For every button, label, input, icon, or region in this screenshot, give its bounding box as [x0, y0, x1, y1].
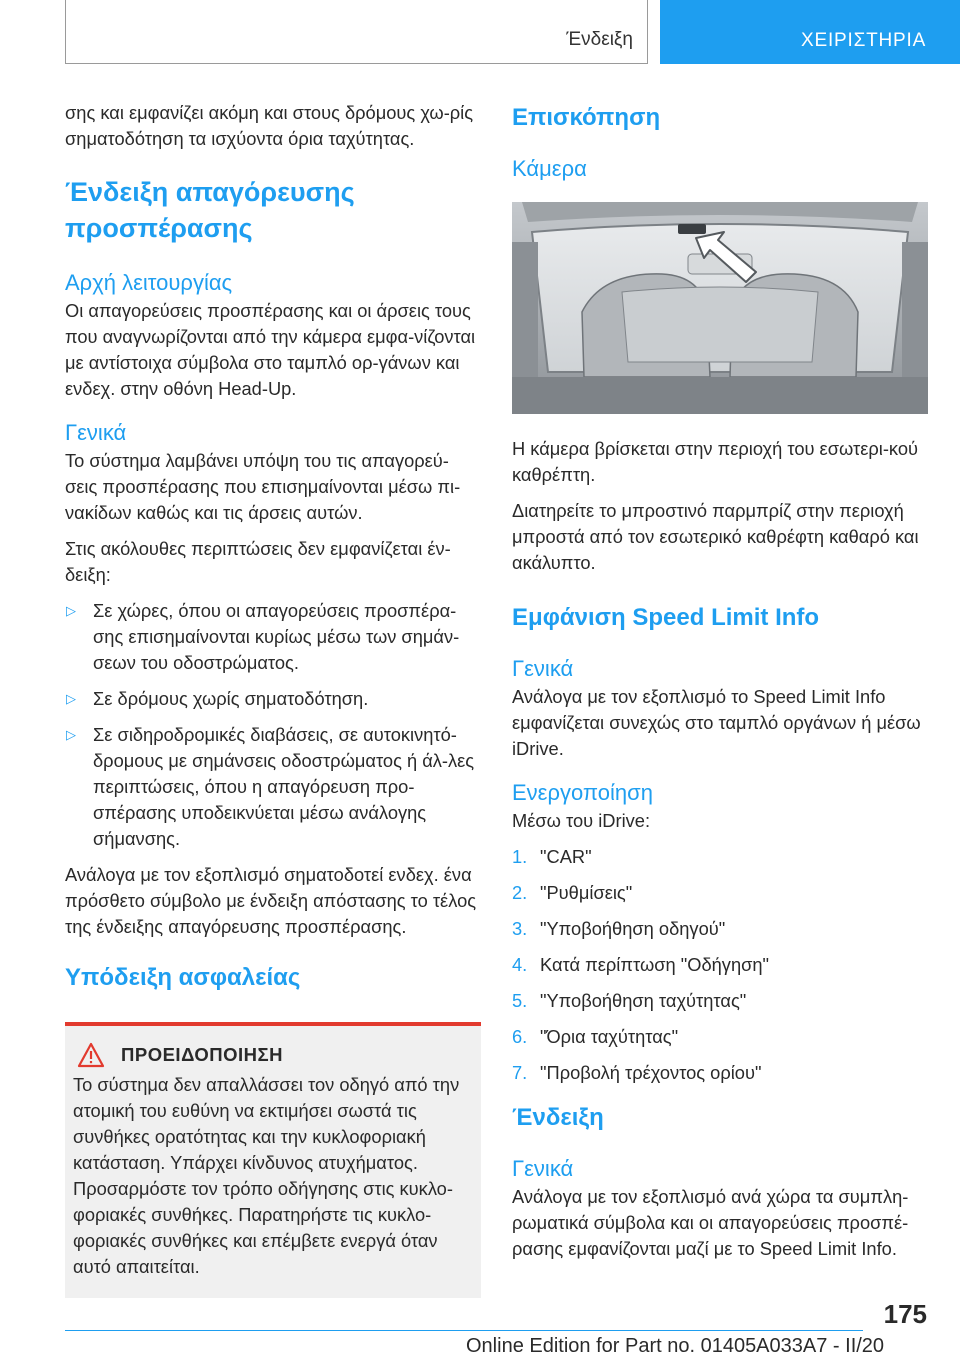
paragraph-general-right: Ανάλογα με τον εξοπλισμό το Speed Limit Info εμφανίζεται συνεχώς στο ταμπλό οργάνων ή μέσω iDrive. — [512, 686, 921, 759]
header-section-label: Ένδειξη — [566, 29, 633, 50]
activation-steps — [512, 844, 928, 1086]
header-chapter-tab — [660, 0, 960, 64]
paragraph-general-3: Ανάλογα με τον εξοπλισμό σηματοδοτεί ενδεχ. ένα πρόσθετο σύμβολο με ένδειξη απόστασης το τέλος της ένδειξης απαγόρευσης προσπέρασης. — [65, 864, 477, 937]
step-number: 5. — [512, 990, 528, 1011]
step-text: "Όρια ταχύτητας" — [540, 1026, 679, 1047]
list-item — [512, 988, 928, 1014]
header-chapter-label: ΧΕΙΡΙΣΤΗΡΙΑ — [801, 30, 927, 51]
step-number: 1. — [512, 846, 528, 867]
list-item — [65, 722, 481, 852]
list-item — [512, 880, 928, 906]
list-item — [65, 686, 481, 712]
warning-triangle-icon — [77, 1042, 105, 1068]
step-text: "Προβολή τρέχοντος ορίου" — [540, 1062, 762, 1083]
step-text: "Υποβοήθηση οδηγού" — [540, 918, 726, 939]
heading-safety: Υπόδειξη ασφαλείας — [65, 964, 301, 991]
triangle-bullet-icon: ▷ — [66, 727, 76, 742]
list-item — [512, 844, 928, 870]
heading-activation: Ενεργοποίηση — [512, 780, 653, 805]
step-number: 3. — [512, 918, 528, 939]
paragraph-general-2: Στις ακόλουθες περιπτώσεις δεν εμφανίζεται έν-δειξη: — [65, 538, 451, 585]
list-item-text: Σε χώρες, όπου οι απαγορεύσεις προσπέρα-σης επισημαίνονται κυρίως μέσω των σημάν-σεων του οδοστρώματος. — [93, 600, 460, 673]
paragraph-principle: Οι απαγορεύσεις προσπέρασης και οι άρσεις τους που αναγνωρίζονται από την κάμερα εμφα-νίζονται με αντίστοιχα σύμβολα στο ταμπλό ορ-γάνων και ενδεχ. στην οθόνη Head-Up. — [65, 300, 476, 399]
warning-text: Το σύστημα δεν απαλλάσσει τον οδηγό από την ατομική του ευθύνη να εκτιμήσει σωστά τις συνθήκες ορατότητας και την κυκλοφοριακή κατάσταση. Υπάρχει κίνδυνος ατυχήματος. Προσαρμόστε τον τρόπο οδήγησης στις κυκλο-φοριακές συνθήκες. Παρατηρήστε τις κυκλο-φοριακές συνθήκες και επέμβετε ενεργά όταν αυτό απαιτείται. — [73, 1074, 460, 1277]
list-item-text: Σε σιδηροδρομικές διαβάσεις, σε αυτοκινητό-δρομους με σημάνσεις οδοστρώματος ή άλ-λες περιπτώσεις, όπου η απαγόρευση προ-σπέρασης υποδεικνύεται μέσω ανάλογης σήμανσης. — [93, 724, 475, 849]
heading-general-right: Γενικά — [512, 656, 574, 681]
triangle-bullet-icon: ▷ — [66, 603, 76, 618]
list-item — [512, 916, 928, 942]
heading-general: Γενικά — [65, 420, 127, 445]
heading-speed-limit-info: Εμφάνιση Speed Limit Info — [512, 604, 820, 631]
right-column — [512, 100, 928, 1272]
step-text: "Ρυθμίσεις" — [540, 882, 633, 903]
step-number: 4. — [512, 954, 528, 975]
paragraph-camera-2: Διατηρείτε το μπροστινό παρμπρίζ στην περιοχή μπροστά από τον εσωτερικό καθρέφτη καθαρό και ακάλυπτο. — [512, 500, 919, 573]
paragraph-general-1: Το σύστημα λαμβάνει υπόψη του τις απαγορεύ-σεις προσπέρασης που επισημαίνονται μέσω πι-νακίδων καθώς και τις άρσεις αυτών. — [65, 450, 461, 523]
page-number: 175 — [883, 1299, 927, 1329]
step-number: 2. — [512, 882, 528, 903]
paragraph-display: Ανάλογα με τον εξοπλισμό ανά χώρα τα συμπλη-ρωματικά σύμβολα και οι απαγορεύσεις προσπέ-ρασης εμφανίζονται μαζί με το Speed Limit Info. — [512, 1186, 909, 1259]
camera-location-image — [512, 202, 928, 414]
warning-title: ΠΡΟΕΙΔΟΠΟΙΗΣΗ — [121, 1044, 283, 1065]
list-item — [512, 1024, 928, 1050]
list-item — [512, 1060, 928, 1086]
step-number: 6. — [512, 1026, 528, 1047]
list-item — [65, 598, 481, 676]
intro-paragraph: σης και εμφανίζει ακόμη και στους δρόμους χω-ρίς σηματοδότηση τα ισχύοντα όρια ταχύτητας. — [65, 102, 474, 149]
bullet-list — [65, 598, 481, 852]
warning-box — [65, 1022, 481, 1298]
heading-general-right-2: Γενικά — [512, 1156, 574, 1181]
heading-display: Ένδειξη — [512, 1104, 604, 1131]
header-section-tab — [65, 0, 648, 64]
heading-overview: Επισκόπηση — [512, 104, 661, 131]
heading-camera: Κάμερα — [512, 156, 587, 181]
step-text: "Υποβοήθηση ταχύτητας" — [540, 990, 747, 1011]
paragraph-via-idrive: Μέσω του iDrive: — [512, 810, 651, 831]
footer-divider — [65, 1330, 863, 1331]
paragraph-camera-1: Η κάμερα βρίσκεται στην περιοχή του εσωτερι-κού καθρέπτη. — [512, 438, 919, 485]
footer-edition: Online Edition for Part no. 01405A033A7 - II/20 — [466, 1335, 885, 1357]
triangle-bullet-icon: ▷ — [66, 691, 76, 706]
list-item-text: Σε δρόμους χωρίς σηματοδότηση. — [93, 688, 369, 709]
step-text: "CAR" — [540, 846, 592, 867]
warning-header — [73, 1042, 473, 1068]
heading-overtake-display: Ένδειξη απαγόρευσης προσπέρασης — [65, 177, 355, 243]
heading-principle: Αρχή λειτουργίας — [65, 270, 233, 295]
step-text: Κατά περίπτωση "Οδήγηση" — [540, 954, 770, 975]
left-column — [65, 100, 481, 1298]
step-number: 7. — [512, 1062, 528, 1083]
list-item — [512, 952, 928, 978]
